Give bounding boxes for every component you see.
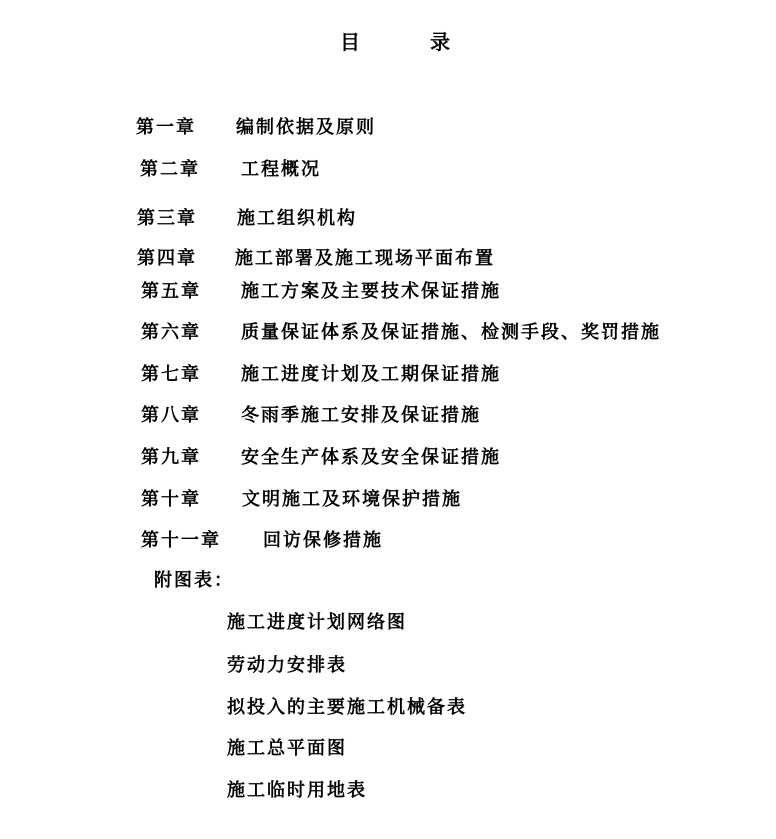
appendix-item[interactable]: 施工进度计划网络图 <box>227 612 407 633</box>
chapter-title: 回访保修措施 <box>263 530 383 551</box>
chapter-number: 第六章 <box>141 322 201 343</box>
chapter-number: 第四章 <box>137 248 197 269</box>
chapter-number: 第七章 <box>141 364 201 385</box>
chapter-title: 文明施工及环境保护措施 <box>242 489 462 510</box>
toc-title-part2: 录 <box>430 30 450 54</box>
chapter-number: 第五章 <box>141 281 201 302</box>
appendix-item[interactable]: 拟投入的主要施工机械备表 <box>227 697 467 718</box>
chapter-number: 第九章 <box>141 447 201 468</box>
toc-title <box>340 26 450 55</box>
chapter-title: 施工组织机构 <box>237 208 357 229</box>
chapter-number: 第十章 <box>141 489 201 510</box>
chapter-title: 工程概况 <box>241 159 321 180</box>
chapter-title: 编制依据及原则 <box>236 117 376 138</box>
appendix-item[interactable]: 劳动力安排表 <box>227 655 347 676</box>
chapter-title: 施工部署及施工现场平面布置 <box>235 248 495 269</box>
appendix-label: 附图表： <box>154 570 234 591</box>
chapter-number: 第三章 <box>137 208 197 229</box>
chapter-number: 第一章 <box>136 117 196 138</box>
chapter-title: 质量保证体系及保证措施、检测手段、奖罚措施 <box>241 322 661 343</box>
chapter-title: 施工方案及主要技术保证措施 <box>241 281 501 302</box>
appendix-item[interactable]: 施工临时用地表 <box>227 780 367 801</box>
chapter-title: 施工进度计划及工期保证措施 <box>241 364 501 385</box>
chapter-number: 第八章 <box>141 405 201 426</box>
toc-title-part1: 目 <box>340 30 360 54</box>
chapter-title: 冬雨季施工安排及保证措施 <box>241 405 481 426</box>
chapter-number: 第十一章 <box>141 530 221 551</box>
chapter-number: 第二章 <box>140 159 200 180</box>
chapter-title: 安全生产体系及安全保证措施 <box>241 447 501 468</box>
appendix-item[interactable]: 施工总平面图 <box>227 738 347 759</box>
